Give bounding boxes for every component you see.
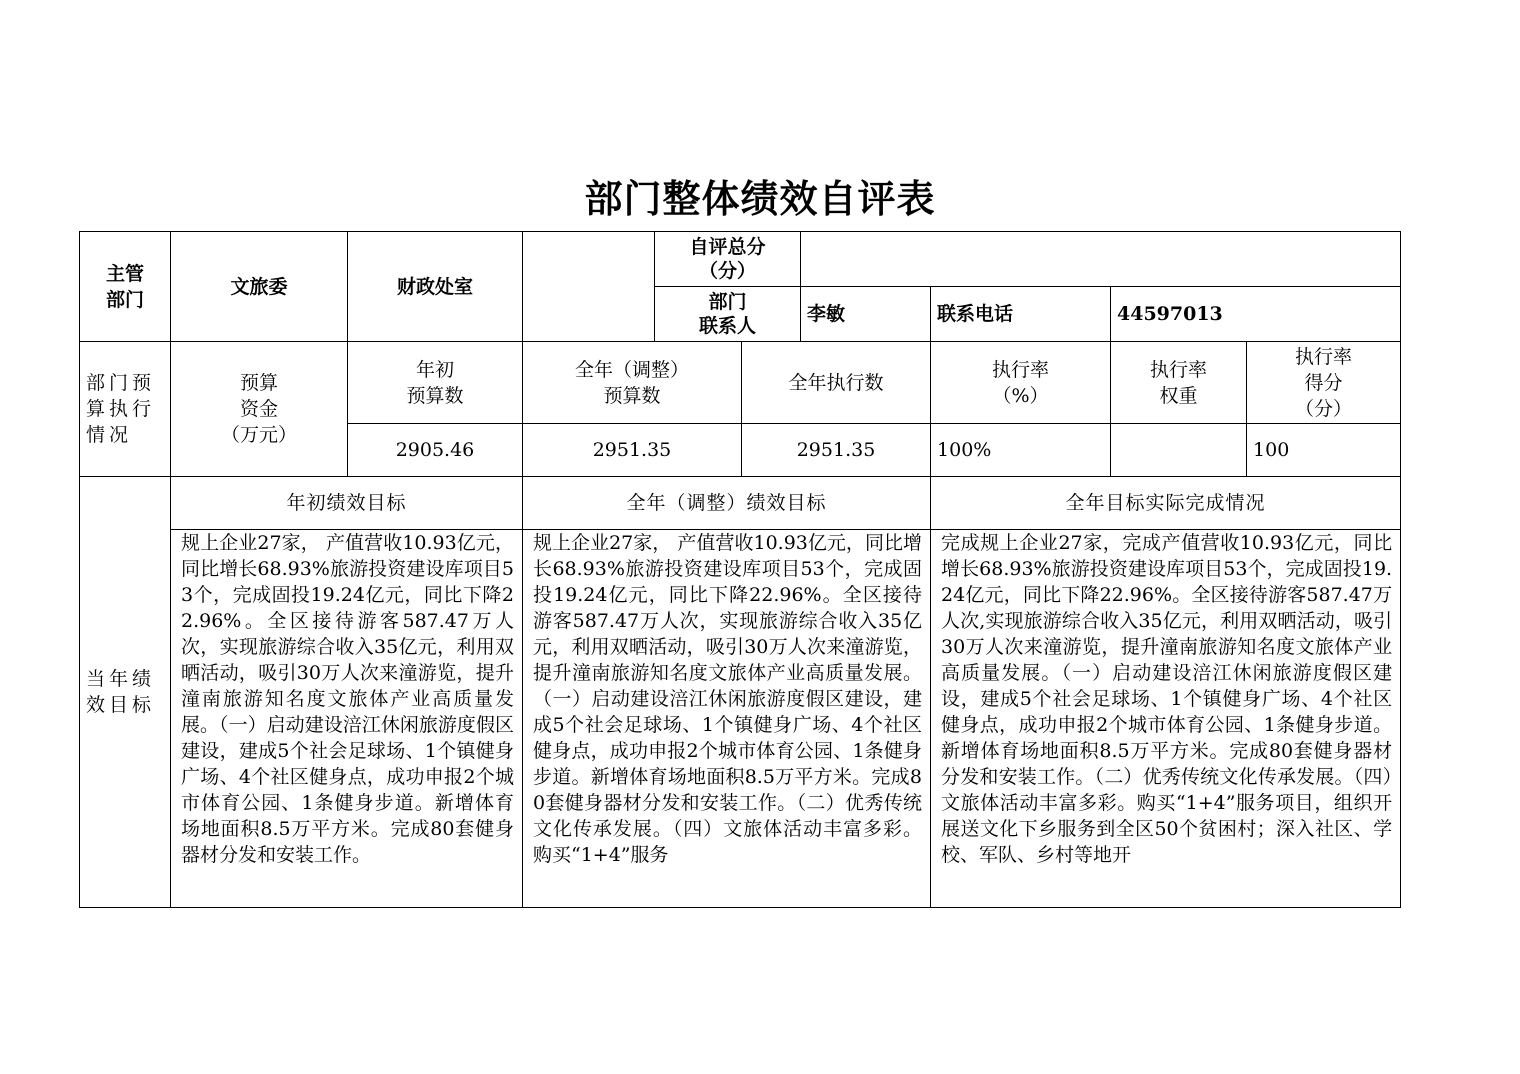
actual-completion-text: 完成规上企业27家，完成产值营收10.93亿元，同比增长68.93%旅游投资建设库项目53个，完成固投19.24亿元，同比下降22.96%。全区接待游客587.47万人次,实现旅游综合收入35亿元，利用双晒活动，吸引30万人次来潼游览，提升潼南旅游知名度文旅体产业高质量发展。（一）启动建设涪江休闲旅游度假区建设，建成5个社会足球场、1个镇健身广场、4个社区健身点，成功申报2个城市体育公园、1条健身步道。新增体育场地面积8.5万平方米。完成80套健身器材分发和安装工作。（二）优秀传统文化传承发展。（四）文旅体活动丰富多彩。购买“1+4”服务项目，组织开展送文化下乡服务到全区50个贫困村；深入社区、学校、军队、乡村等地开 [931,530,1401,908]
adjusted-budget-value: 2951.35 [523,424,742,477]
blank-cell [523,232,655,342]
col-initial-budget: 年初 预算数 [348,342,523,424]
supervisor-label: 主管 部门 [80,232,171,342]
finance-office-label: 财政处室 [348,232,523,342]
col-adjusted-budget: 全年（调整） 预算数 [523,342,742,424]
col-rate-score: 执行率 得分 （分） [1247,342,1401,424]
executed-value: 2951.35 [742,424,931,477]
rate-weight-value [1111,424,1247,477]
goals-row-label: 当年绩 效目标 [80,477,171,908]
col-rate-weight: 执行率 权重 [1111,342,1247,424]
col-executed: 全年执行数 [742,342,931,424]
department-name: 文旅委 [171,232,348,342]
adjusted-goal-text: 规上企业27家， 产值营收10.93亿元，同比增长68.93%旅游投资建设库项目53个，完成固投19.24亿元，同比下降22.96%。全区接待游客587.47万人次，实现旅游综合收入35亿元，利用双晒活动，吸引30万人次来潼游览，提升潼南旅游知名度文旅体产业高质量发展。（一）启动建设涪江休闲旅游度假区建设，建成5个社会足球场、1个镇健身广场、4个社区健身点，成功申报2个城市体育公园、1条健身步道。新增体育场地面积8.5万平方米。完成80套健身器材分发和安装工作。（二）优秀传统文化传承发展。（四）文旅体活动丰富多彩。购买“1+4”服务 [523,530,931,908]
exec-rate-value: 100% [931,424,1111,477]
rate-score-value: 100 [1247,424,1401,477]
col-adjusted-goal: 全年（调整）绩效目标 [523,477,931,530]
col-actual-completion: 全年目标实际完成情况 [931,477,1401,530]
contact-label: 部门 联系人 [655,287,801,342]
contact-name: 李敏 [801,287,931,342]
col-exec-rate: 执行率 （%） [931,342,1111,424]
initial-budget-value: 2905.46 [348,424,523,477]
budget-funds-label: 预算 资金 （万元） [171,342,348,477]
initial-goal-text: 规上企业27家， 产值营收10.93亿元，同比增长68.93%旅游投资建设库项目53个，完成固投19.24亿元，同比下降22.96%。全区接待游客587.47万人次，实现旅游综合收入35亿元，利用双晒活动，吸引30万人次来潼游览，提升潼南旅游知名度文旅体产业高质量发展。（一）启动建设涪江休闲旅游度假区建设，建成5个社会足球场、1个镇健身广场、4个社区健身点，成功申报2个城市体育公园、1条健身步道。新增体育场地面积8.5万平方米。完成80套健身器材分发和安装工作。 [171,530,523,908]
budget-row-label: 部门预 算执行 情况 [80,342,171,477]
self-score-label: 自评总分 （分） [655,232,801,287]
page-title: 部门整体绩效自评表 [584,176,936,221]
performance-table [79,231,1401,908]
col-initial-goal: 年初绩效目标 [171,477,523,530]
self-score-value [801,232,1401,287]
phone-value: 44597013 [1111,287,1401,342]
phone-label: 联系电话 [931,287,1111,342]
